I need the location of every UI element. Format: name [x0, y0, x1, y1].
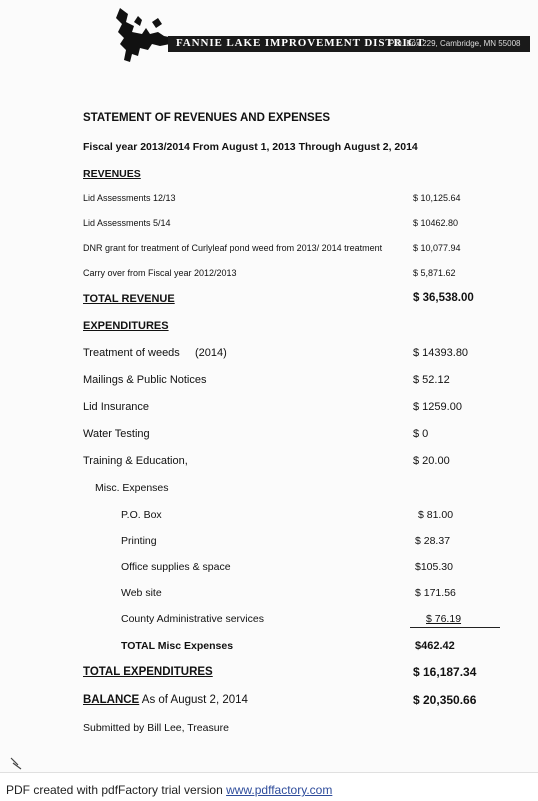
pdf-footer — [0, 772, 538, 801]
revenue-row-label: Carry over from Fiscal year 2012/2013 — [83, 268, 237, 278]
total-revenue-amount: $ 36,538.00 — [413, 292, 474, 304]
total-revenue-label: TOTAL REVENUE — [83, 293, 175, 305]
misc-row-label: Printing — [121, 535, 157, 547]
subtotal-rule — [410, 627, 500, 628]
expenditure-row-amount: $ 1259.00 — [413, 401, 462, 413]
revenue-row-label: Lid Assessments 12/13 — [83, 193, 176, 203]
expenditure-row-amount: $ 52.12 — [413, 374, 450, 386]
pdffactory-link[interactable]: www.pdffactory.com — [226, 783, 333, 797]
footer-text — [6, 783, 332, 797]
misc-expenses-heading: Misc. Expenses — [95, 482, 169, 494]
expenditure-row-label: Training & Education, — [83, 455, 188, 467]
letterhead — [0, 0, 538, 70]
statement-title: STATEMENT OF REVENUES AND EXPENSES — [83, 112, 331, 124]
revenue-row-label: DNR grant for treatment of Curlyleaf pond weed from 2013/ 2014 treatment — [83, 243, 383, 253]
expenditures-heading: EXPENDITURES — [83, 320, 169, 332]
organization-name: FANNIE LAKE IMPROVEMENT DISTRICT — [176, 37, 425, 49]
misc-row-amount: $ 81.00 — [418, 509, 454, 521]
revenues-heading: REVENUES — [83, 168, 141, 180]
revenue-row-amount: $ 10462.80 — [413, 218, 459, 228]
misc-row-label: P.O. Box — [121, 509, 162, 521]
balance-date: As of August 2, 2014 — [139, 694, 248, 706]
misc-row-amount: $ 28.37 — [415, 535, 451, 547]
total-expenditures-label: TOTAL EXPENDITURES — [83, 666, 213, 678]
balance-line — [83, 694, 248, 706]
revenue-row-label: Lid Assessments 5/14 — [83, 218, 171, 228]
total-expenditures-amount: $ 16,187.34 — [413, 665, 477, 679]
revenue-row-amount: $ 10,077.94 — [413, 243, 461, 253]
expenditure-row-label: Water Testing — [83, 428, 150, 440]
expenditure-row-label: Lid Insurance — [83, 401, 150, 413]
misc-row-amount: $ 171.56 — [415, 587, 456, 599]
misc-total-amount: $462.42 — [415, 640, 455, 652]
balance-label: BALANCE — [83, 694, 140, 706]
revenue-row-amount: $ 10,125.64 — [413, 193, 461, 203]
revenue-row-amount: $ 5,871.62 — [413, 268, 456, 278]
organization-address: P.O. Box 229, Cambridge, MN 55008 — [389, 39, 521, 48]
submitted-by: Submitted by Bill Lee, Treasure — [83, 722, 229, 734]
expenditure-row-amount: $ 20.00 — [413, 455, 450, 467]
misc-row-label: Office supplies & space — [121, 561, 231, 573]
expenditure-row-amount: $ 0 — [413, 428, 429, 440]
lake-silhouette-icon — [112, 4, 182, 66]
scan-mark-icon — [10, 757, 24, 771]
misc-row-label: County Administrative services — [121, 613, 264, 625]
misc-total-label: TOTAL Misc Expenses — [121, 640, 234, 652]
footer-label: PDF created with pdfFactory trial version — [6, 783, 227, 797]
expenditure-row-label: Treatment of weeds — [83, 347, 180, 359]
expenditure-row-note: (2014) — [195, 347, 227, 359]
misc-row-label: Web site — [121, 587, 162, 599]
expenditure-row-amount: $ 14393.80 — [413, 347, 469, 359]
misc-row-amount: $105.30 — [415, 561, 453, 573]
balance-amount: $ 20,350.66 — [413, 693, 477, 707]
expenditure-row-label: Mailings & Public Notices — [83, 374, 207, 386]
misc-row-amount: $ 76.19 — [426, 613, 462, 625]
fiscal-year-line: Fiscal year 2013/2014 From August 1, 2013 Through August 2, 2014 — [83, 141, 418, 153]
